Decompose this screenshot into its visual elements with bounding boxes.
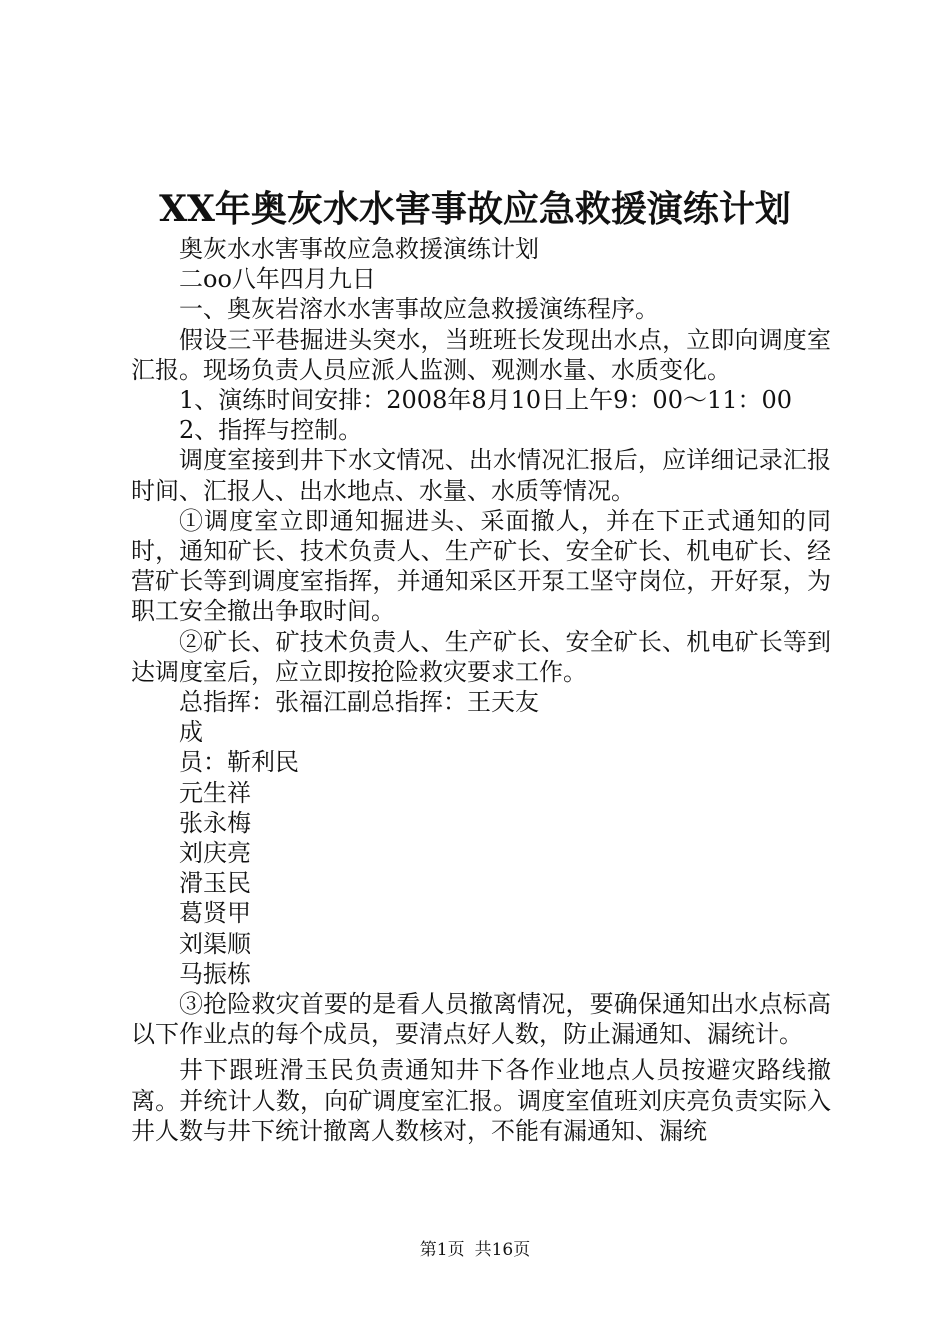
page-footer [0, 1238, 950, 1262]
paragraph-member: 葛贤甲 [179, 899, 251, 928]
paragraph-subtitle: 奥灰水水害事故应急救援演练计划 [179, 235, 539, 263]
paragraph-member: 刘庆亮 [179, 839, 251, 868]
paragraph-member: 张永梅 [179, 808, 251, 837]
paragraph-scenario: 假设三平巷掘进头突水，当班班长发现出水点，立即向调度室汇报。现场负责人员应派人监测、观测水量、水质变化。 [131, 325, 831, 384]
paragraph-member: 员：靳利民 [179, 748, 299, 777]
paragraph-member: 元生祥 [179, 778, 251, 807]
paragraph-step-3: ③抢险救灾首要的是看人员撤离情况，要确保通知出水点标高以下作业点的每个成员，要清点好人数，防止漏通知、漏统计。 [131, 990, 831, 1049]
paragraph-dispatch: 调度室接到井下水文情况、出水情况汇报后，应详细记录汇报时间、汇报人、出水地点、水量、水质等情况。 [131, 446, 831, 505]
paragraph-member: 马振栋 [179, 959, 251, 988]
paragraph-schedule: 1、演练时间安排：2008年8月10日上午9：00～11：00 [179, 386, 793, 415]
paragraph-date: 二oo八年四月九日 [179, 265, 376, 294]
paragraph-members-label: 成 [179, 718, 203, 747]
page-total: 共16页 [474, 1240, 531, 1260]
paragraph-member: 滑玉民 [179, 869, 251, 898]
paragraph-evacuation: 井下跟班滑玉民负责通知井下各作业地点人员按避灾路线撤离。并统计人数，向矿调度室汇报。调度室值班刘庆亮负责实际入井人数与井下统计撤离人数核对，不能有漏通知、漏统 [131, 1056, 831, 1145]
page-number: 第1页 [419, 1240, 465, 1260]
paragraph-step-1: ①调度室立即通知掘进头、采面撤人，并在下正式通知的同时，通知矿长、技术负责人、生产矿长、安全矿长、机电矿长、经营矿长等到调度室指挥，并通知采区开泵工坚守岗位，开好泵，为职工安全撤出争取时间。 [131, 506, 831, 626]
paragraph-step-2: ②矿长、矿技术负责人、生产矿长、安全矿长、机电矿长等到达调度室后，应立即按抢险救灾要求工作。 [131, 627, 831, 686]
document-body [131, 234, 831, 1146]
paragraph-command-heading: 2、指挥与控制。 [179, 416, 363, 445]
paragraph-section-1: 一、奥灰岩溶水水害事故应急救援演练程序。 [179, 295, 659, 324]
document-title: XX年奥灰水水害事故应急救援演练计划 [159, 188, 791, 230]
paragraph-member: 刘渠顺 [179, 929, 251, 958]
paragraph-commanders: 总指挥：张福江副总指挥：王天友 [179, 688, 539, 717]
